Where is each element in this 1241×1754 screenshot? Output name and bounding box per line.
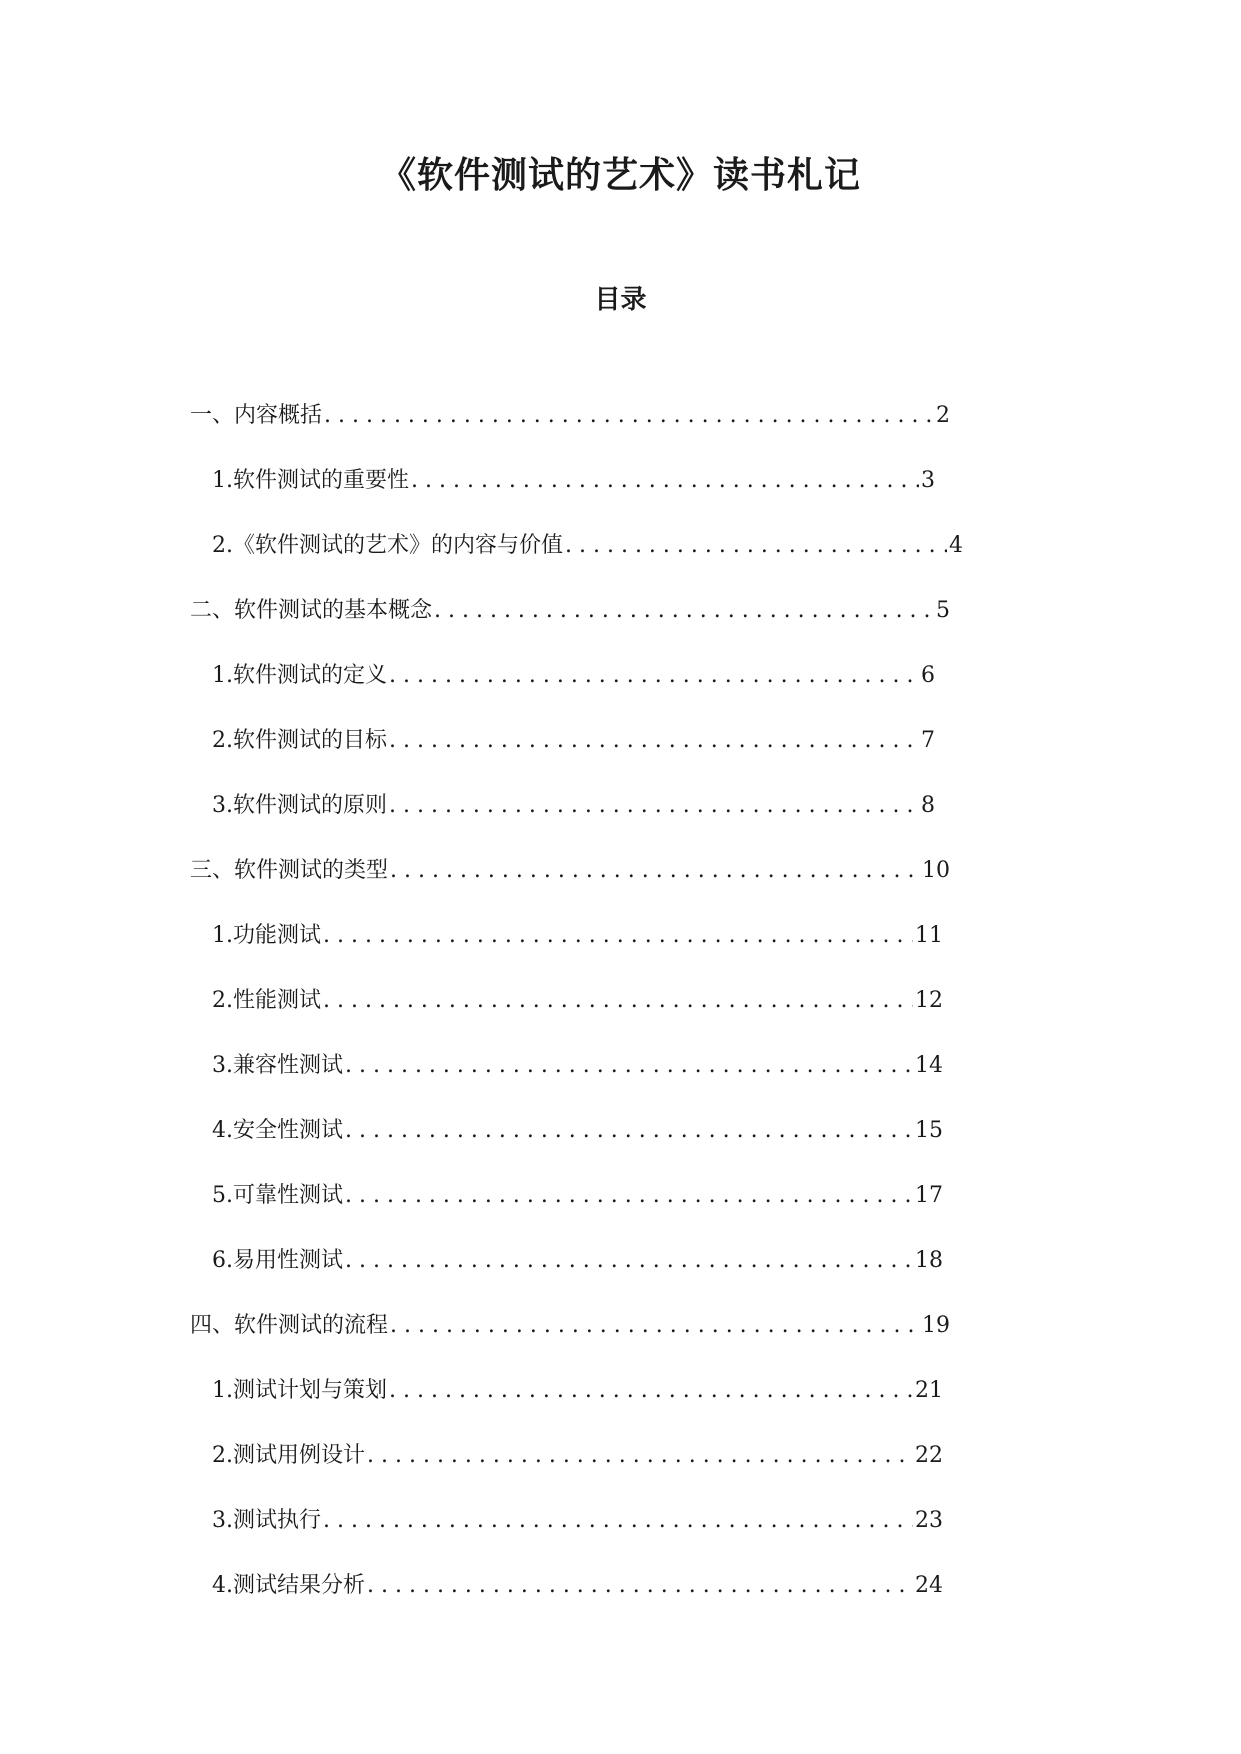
toc-leader-dots bbox=[345, 1246, 913, 1276]
toc-entry[interactable] bbox=[0, 643, 935, 708]
toc-entry[interactable] bbox=[0, 1163, 943, 1228]
toc-entry-title: 测试执行 bbox=[233, 1507, 322, 1533]
toc-entry-page: 18 bbox=[915, 1247, 943, 1273]
toc-entry-page: 11 bbox=[915, 922, 943, 948]
toc-entry-title: 《软件测试的艺术》的内容与价值 bbox=[233, 532, 564, 558]
toc-entry-title: 软件测试的定义 bbox=[233, 662, 388, 688]
toc-entry-page: 4 bbox=[949, 532, 963, 558]
toc-leader-dots bbox=[323, 921, 913, 951]
toc-entry[interactable] bbox=[0, 1098, 943, 1163]
toc-entry-page: 3 bbox=[921, 467, 935, 493]
toc-leader-dots bbox=[389, 791, 919, 821]
toc-entry-number: 2. bbox=[212, 532, 233, 558]
toc-entry-title: 软件测试的重要性 bbox=[233, 467, 410, 493]
toc-entry-page: 7 bbox=[921, 727, 935, 753]
toc-entry-page: 17 bbox=[915, 1182, 943, 1208]
toc-entry-page: 23 bbox=[915, 1507, 943, 1533]
toc-leader-dots bbox=[389, 726, 919, 756]
toc-entry-title: 测试用例设计 bbox=[233, 1442, 366, 1468]
toc-entry-page: 21 bbox=[915, 1377, 943, 1403]
toc-entry-number: 4. bbox=[212, 1117, 233, 1143]
toc-entry-number: 3. bbox=[212, 1507, 233, 1533]
toc-entry[interactable] bbox=[0, 968, 943, 1033]
toc-entry-page: 14 bbox=[915, 1052, 943, 1078]
toc-entry-page: 12 bbox=[915, 987, 943, 1013]
toc-leader-dots bbox=[411, 466, 919, 496]
toc-entry[interactable] bbox=[0, 1228, 943, 1293]
toc-entry[interactable] bbox=[0, 1553, 943, 1618]
toc-entry[interactable] bbox=[0, 708, 935, 773]
toc-entry-title: 一、内容概括 bbox=[190, 402, 323, 428]
toc-entry-page: 24 bbox=[915, 1572, 943, 1598]
toc-entry-page: 6 bbox=[921, 662, 935, 688]
toc-entry-page: 15 bbox=[915, 1117, 943, 1143]
toc-entry-page: 8 bbox=[921, 792, 935, 818]
toc-entry-title: 性能测试 bbox=[233, 987, 322, 1013]
toc-leader-dots bbox=[345, 1051, 913, 1081]
toc-leader-dots bbox=[367, 1441, 913, 1471]
toc-entry-number: 5. bbox=[212, 1182, 233, 1208]
toc-entry-number: 3. bbox=[212, 792, 233, 818]
toc-entry-number: 2. bbox=[212, 727, 233, 753]
toc-leader-dots bbox=[345, 1181, 913, 1211]
toc-entry-title: 软件测试的原则 bbox=[233, 792, 388, 818]
toc-entry-title: 功能测试 bbox=[233, 922, 322, 948]
toc-entry-page: 19 bbox=[922, 1312, 950, 1338]
toc-entry[interactable] bbox=[0, 1293, 950, 1358]
toc-entry-title: 兼容性测试 bbox=[233, 1052, 344, 1078]
toc-leader-dots bbox=[324, 401, 934, 431]
toc-entry-title: 易用性测试 bbox=[233, 1247, 344, 1273]
toc-entry-title: 可靠性测试 bbox=[233, 1182, 344, 1208]
toc-entry-title: 四、软件测试的流程 bbox=[190, 1312, 389, 1338]
toc-entry-page: 2 bbox=[936, 402, 950, 428]
toc-entry-title: 软件测试的目标 bbox=[233, 727, 388, 753]
document-title: 《软件测试的艺术》读书札记 bbox=[379, 154, 861, 196]
toc-entry[interactable] bbox=[0, 1033, 943, 1098]
toc-entry-number: 1. bbox=[212, 1377, 233, 1403]
toc-entry[interactable] bbox=[0, 1488, 943, 1553]
toc-entry[interactable] bbox=[0, 513, 963, 578]
toc-leader-dots bbox=[323, 986, 913, 1016]
toc-entry-title: 安全性测试 bbox=[233, 1117, 344, 1143]
toc-entry[interactable] bbox=[0, 838, 950, 903]
toc-entry[interactable] bbox=[0, 383, 950, 448]
toc-leader-dots bbox=[390, 1311, 920, 1341]
toc-leader-dots bbox=[565, 531, 947, 561]
toc-leader-dots bbox=[390, 856, 920, 886]
toc-leader-dots bbox=[367, 1571, 913, 1601]
toc-entry-number: 2. bbox=[212, 987, 233, 1013]
toc-entry[interactable] bbox=[0, 1423, 943, 1488]
toc-entry[interactable] bbox=[0, 448, 935, 513]
toc-entry-title: 测试计划与策划 bbox=[233, 1377, 388, 1403]
toc-entry[interactable] bbox=[0, 903, 943, 968]
toc-leader-dots bbox=[389, 1376, 913, 1406]
toc-entry-number: 4. bbox=[212, 1572, 233, 1598]
toc-entry-number: 3. bbox=[212, 1052, 233, 1078]
toc-leader-dots bbox=[323, 1506, 913, 1536]
toc-entry[interactable] bbox=[0, 578, 950, 643]
toc-entry[interactable] bbox=[0, 1358, 943, 1423]
toc-entry-number: 2. bbox=[212, 1442, 233, 1468]
toc-entry-page: 10 bbox=[922, 857, 950, 883]
toc-entry-page: 5 bbox=[936, 597, 950, 623]
toc-entry-title: 测试结果分析 bbox=[233, 1572, 366, 1598]
toc-entry-number: 1. bbox=[212, 662, 233, 688]
toc-entry-title: 二、软件测试的基本概念 bbox=[190, 597, 433, 623]
toc-entry-title: 三、软件测试的类型 bbox=[190, 857, 389, 883]
toc-entry-number: 1. bbox=[212, 467, 233, 493]
toc-leader-dots bbox=[434, 596, 934, 626]
toc-entry-number: 6. bbox=[212, 1247, 233, 1273]
toc-leader-dots bbox=[389, 661, 919, 691]
toc-entry-number: 1. bbox=[212, 922, 233, 948]
toc-entry[interactable] bbox=[0, 773, 935, 838]
table-of-contents bbox=[0, 383, 1241, 1618]
toc-leader-dots bbox=[345, 1116, 913, 1146]
toc-heading: 目录 bbox=[594, 285, 647, 315]
toc-entry-page: 22 bbox=[915, 1442, 943, 1468]
